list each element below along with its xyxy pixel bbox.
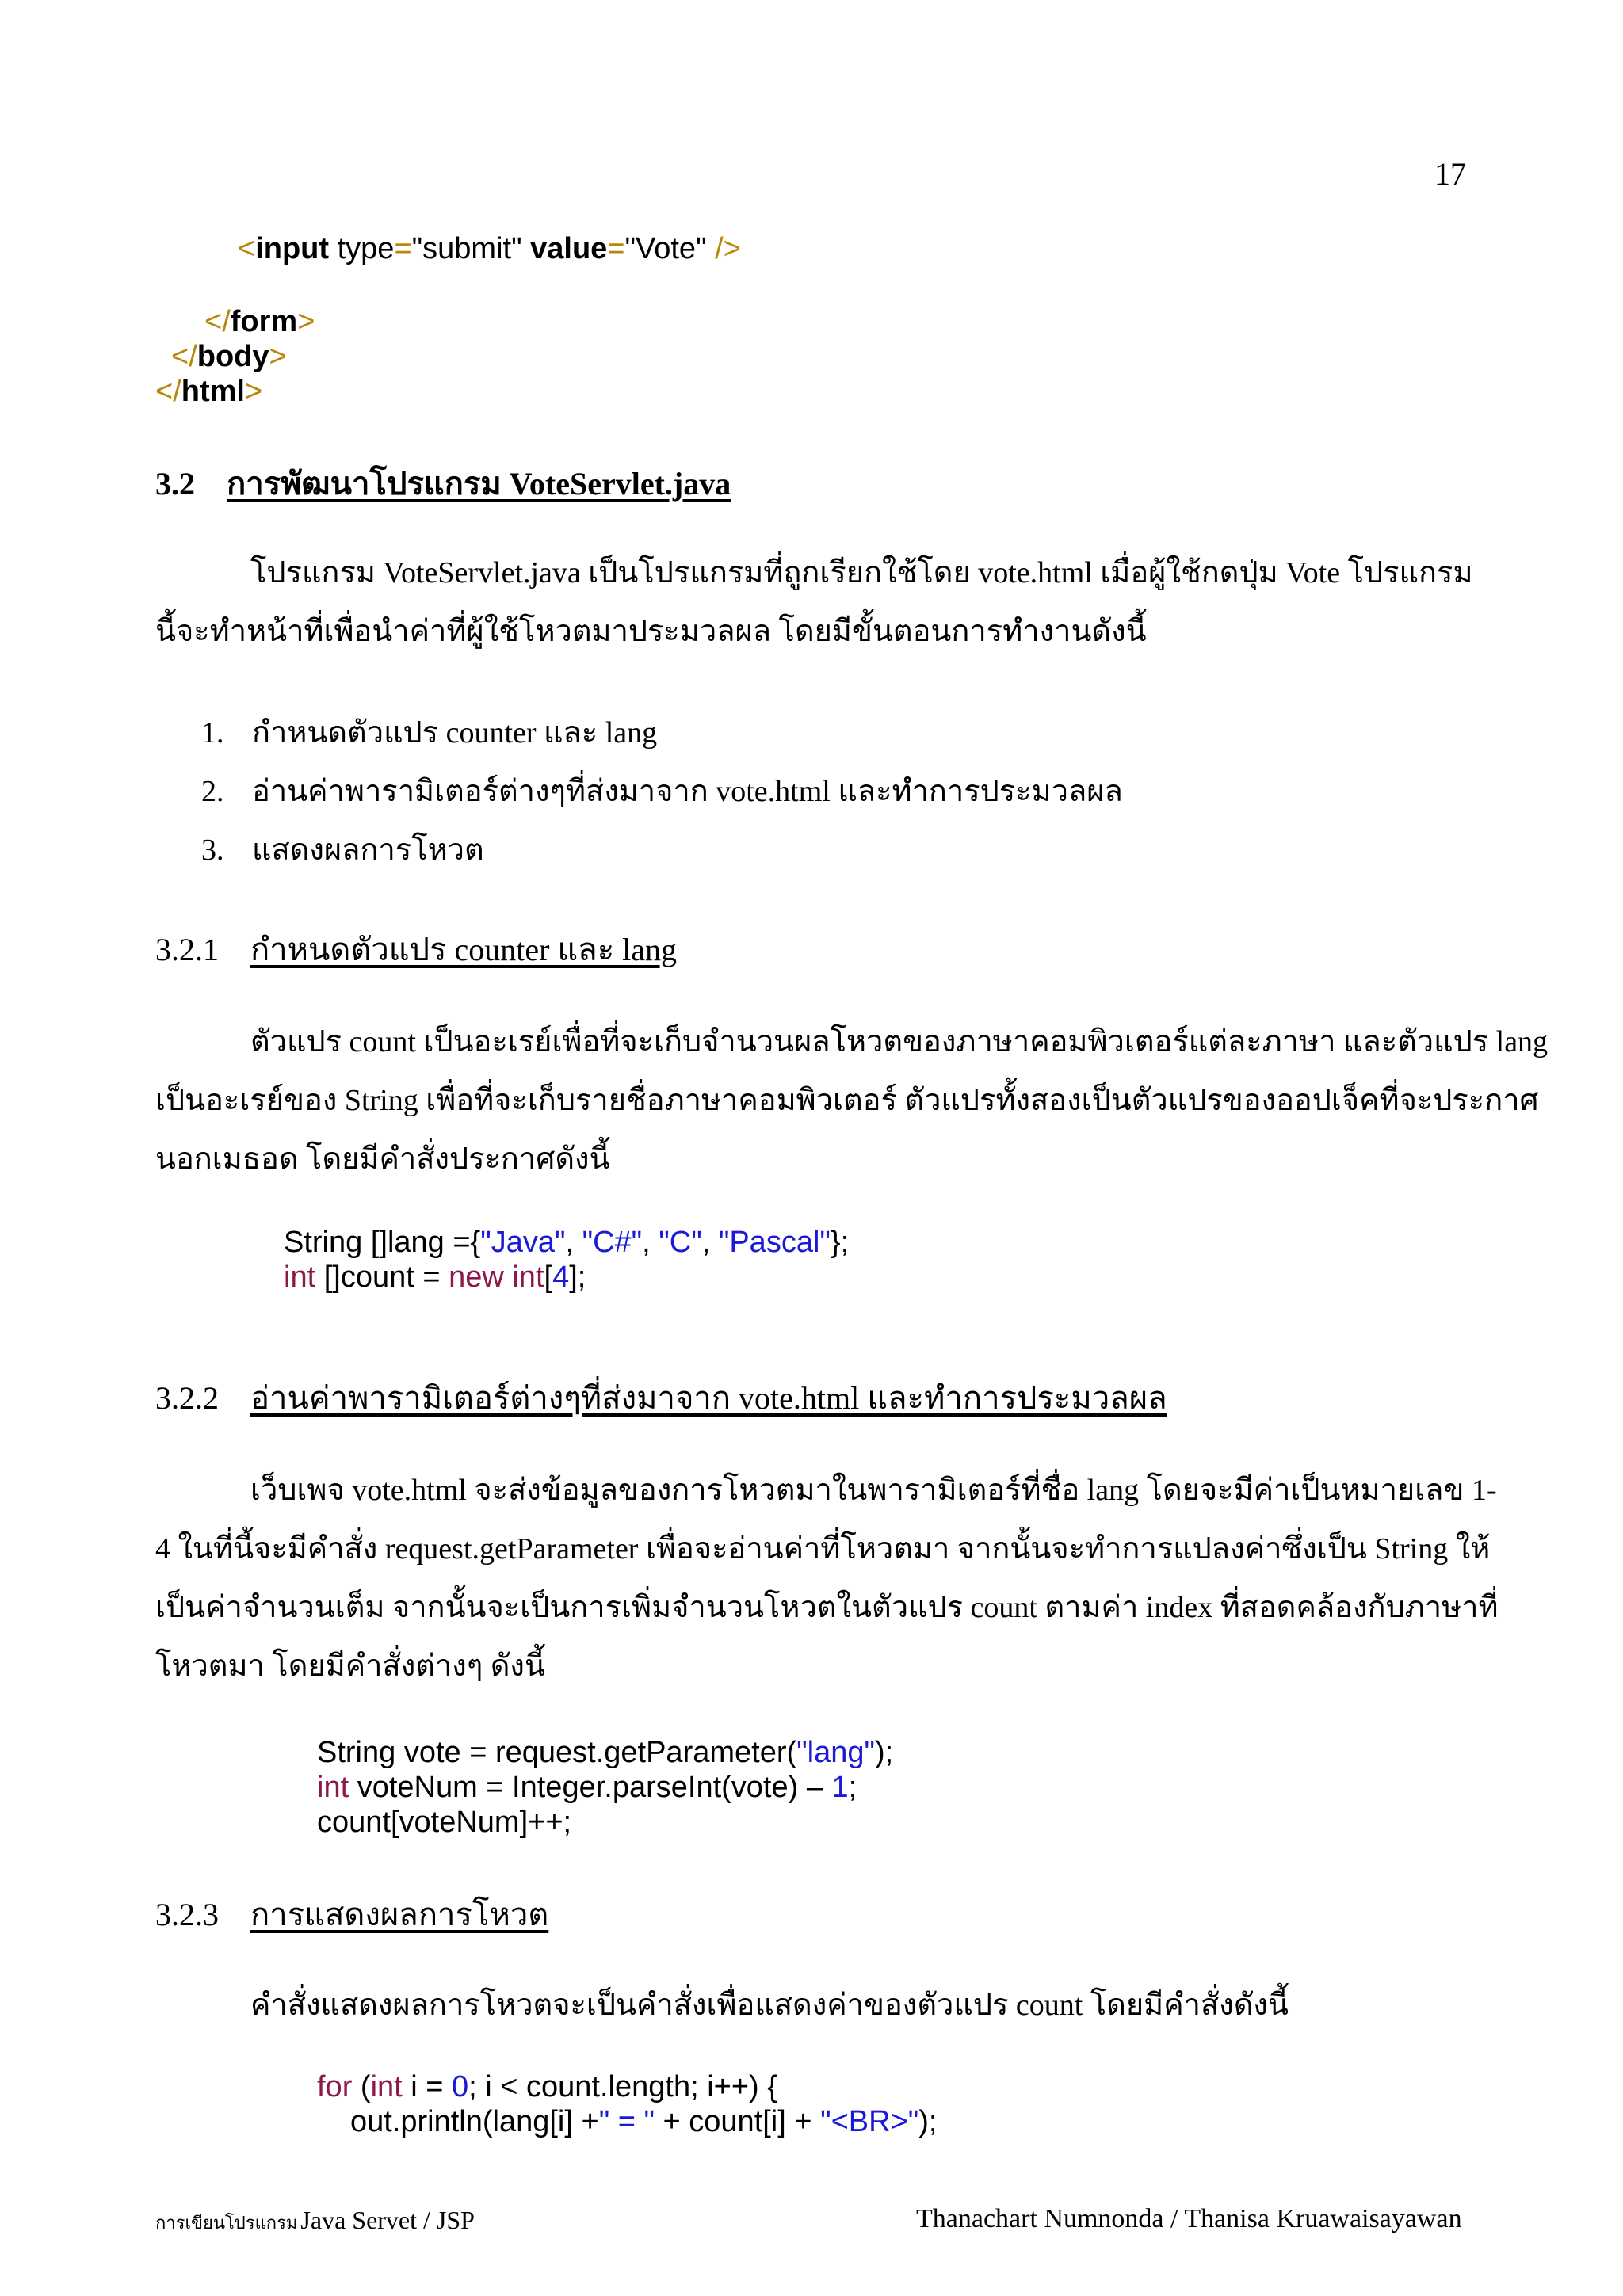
page-number: 17 bbox=[1434, 156, 1466, 192]
code-println: out.println(lang[i] +" = " + count[i] + "<BR>"); bbox=[350, 2105, 938, 2138]
section-3-2-paragraph: โปรแกรม VoteServlet.java เป็นโปรแกรมที่ถูกเรียกใช้โดย vote.html เมื่อผู้ใช้กดปุ่ม Vote โปรแกรม นี้จะทำหน้าที่เพื่อนำค่าที่ผู้ใช้โหวตมาประมวลผล โดยมีขั้นตอนการทำงานดังนี้ bbox=[155, 556, 1473, 648]
code-lang-array: String []lang ={"Java", "C#", "C", "Pascal"}; bbox=[284, 1226, 850, 1259]
code-increment: count[voteNum]++; bbox=[317, 1806, 572, 1839]
section-number: 3.2 bbox=[155, 466, 195, 502]
code-for-loop: for (int i = 0; i < count.length; i++) { bbox=[317, 2070, 777, 2103]
section-title: การแสดงผลการโหวต bbox=[250, 1897, 549, 1932]
section-3-2-2-heading bbox=[155, 1372, 1167, 1423]
section-title: กำหนดตัวแปร counter และ lang bbox=[250, 932, 678, 967]
code-body-close: </body> bbox=[171, 340, 287, 373]
code-parse-int: int voteNum = Integer.parseInt(vote) – 1; bbox=[317, 1771, 857, 1804]
section-3-2-heading bbox=[155, 458, 731, 509]
footer-right: Thanachart Numnonda / Thanisa Kruawaisayawan bbox=[916, 2204, 1462, 2233]
steps-list bbox=[201, 704, 1123, 879]
code-html-close: </html> bbox=[155, 375, 263, 408]
footer-left: การเขียนโปรแกรม Java Servet / JSP bbox=[155, 2206, 475, 2234]
section-number: 3.2.3 bbox=[155, 1897, 219, 1932]
section-3-2-2-paragraph: เว็บเพจ vote.html จะส่งข้อมูลของการโหวตมาในพารามิเตอร์ที่ชื่อ lang โดยจะมีค่าเป็นหมายเลข 1- 4 ในที่นี้จะมีคำสั่ง request.getParameter เพื่อจะอ่านค่าที่โหวตมา จากนั้นจะทำการแปลงค่าซึ่งเป็น String ให้ เป็นค่าจำนวนเต็ม จากนั้นจะเป็นการเพิ่มจำนวนโหวตในตัวแปร count ตามค่า index ที่สอดคล้องกับภาษาที่ โหวตมา โดยมีคำสั่งต่างๆ ดังนี้ bbox=[155, 1474, 1499, 1683]
list-item: 2. อ่านค่าพารามิเตอร์ต่างๆที่ส่งมาจาก vote.html และทำการประมวลผล bbox=[201, 775, 1123, 808]
code-form-close: </form> bbox=[204, 305, 315, 338]
section-3-2-1-heading bbox=[155, 924, 677, 974]
code-get-parameter: String vote = request.getParameter("lang"); bbox=[317, 1736, 894, 1769]
section-number: 3.2.1 bbox=[155, 932, 219, 967]
section-number: 3.2.2 bbox=[155, 1380, 219, 1416]
code-input-line: <input type="submit" value="Vote" /> bbox=[238, 232, 741, 265]
section-3-2-1-paragraph: ตัวแปร count เป็นอะเรย์เพื่อที่จะเก็บจำนวนผลโหวตของภาษาคอมพิวเตอร์แต่ละภาษา และตัวแปร lang เป็นอะเรย์ของ String เพื่อที่จะเก็บรายชื่อภาษาคอมพิวเตอร์ ตัวแปรทั้งสองเป็นตัวแปรของออปเจ็คที่จะประกาศ นอกเมธอด โดยมีคำสั่งประกาศดังนี้ bbox=[155, 1025, 1549, 1176]
section-3-2-3-paragraph: คำสั่งแสดงผลการโหวตจะเป็นคำสั่งเพื่อแสดงค่าของตัวแปร count โดยมีคำสั่งดังนี้ bbox=[250, 1989, 1289, 2022]
code-count-array: int []count = new int[4]; bbox=[284, 1261, 586, 1294]
section-title: อ่านค่าพารามิเตอร์ต่างๆที่ส่งมาจาก vote.html และทำการประมวลผล bbox=[250, 1380, 1167, 1416]
section-3-2-3-heading bbox=[155, 1889, 548, 1939]
list-item: 3. แสดงผลการโหวต bbox=[201, 833, 484, 867]
list-item: 1. กำหนดตัวแปร counter และ lang bbox=[201, 716, 658, 749]
section-title: การพัฒนาโปรแกรม VoteServlet.java bbox=[227, 466, 731, 502]
